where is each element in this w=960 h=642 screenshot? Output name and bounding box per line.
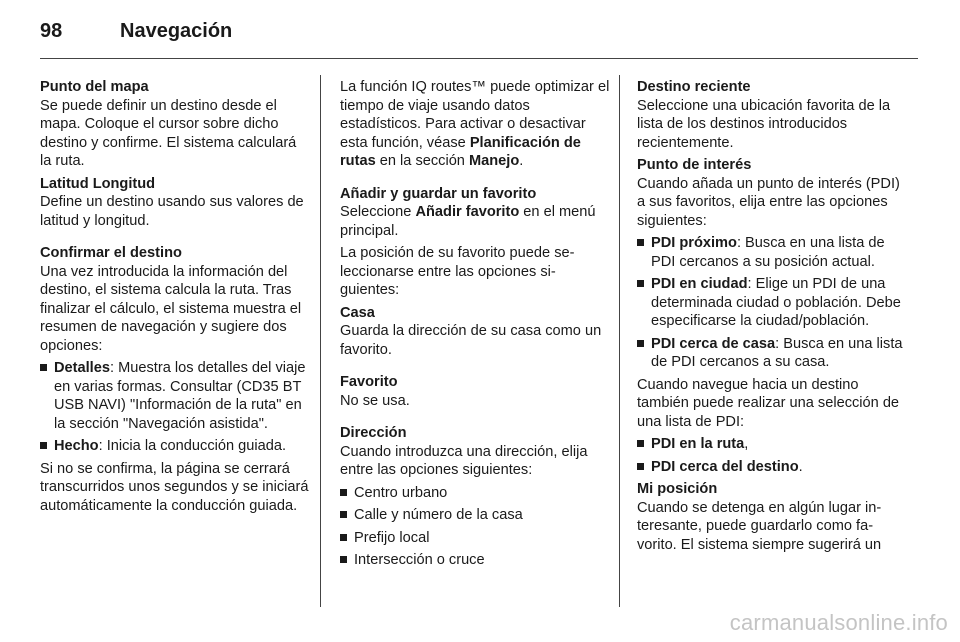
section-text: Seleccione una ubicación favorita de la lista de los destinos introducidos recientemente. xyxy=(637,97,891,151)
square-bullet-icon xyxy=(340,556,347,563)
section-heading: Añadir y guardar un favorito xyxy=(340,185,537,202)
bold-term: PDI cerca del destino xyxy=(651,458,799,475)
bullet-list xyxy=(637,435,907,476)
bold-term: Añadir favorito xyxy=(415,204,520,220)
list-item xyxy=(40,359,310,433)
column-3 xyxy=(637,78,907,558)
bold-term: Detalles xyxy=(54,360,110,376)
paragraph: Cuando navegue hacia un destino también puede realizar una selección de una lista de PDI: xyxy=(637,376,900,430)
square-bullet-icon xyxy=(340,511,347,518)
page-title: Navegación xyxy=(120,20,233,42)
section-heading: Mi posición xyxy=(637,481,718,497)
list-item xyxy=(637,435,907,454)
list-item xyxy=(637,458,907,477)
bold-term: Manejo xyxy=(468,153,520,169)
section-heading: Destino reciente xyxy=(637,79,751,95)
square-bullet-icon xyxy=(340,534,347,541)
text: La función IQ routes™ puede optimizar el tiempo de viaje usando datos estadísticos. Para activar o desactivar esta función, véase xyxy=(340,79,610,151)
item-text: Centro urbano xyxy=(354,484,448,501)
item-text: : Muestra los detalles del viaje en varias formas. Consultar (CD35 BT USB NAVI) "Información de la ruta" en la sección "Navegación asistida". xyxy=(54,360,306,432)
section-casa xyxy=(340,304,610,360)
bullet-list xyxy=(340,484,610,570)
section-favorito xyxy=(340,185,610,241)
item-text: : Elige un PDI de una determinada ciudad o población. Debe especificarse la ciudad/población. xyxy=(651,276,901,329)
item-text: Intersección o cruce xyxy=(354,552,485,568)
item-text: : Inicia la conducción guiada. xyxy=(98,438,287,454)
bold-term: PDI cerca de casa xyxy=(651,335,776,352)
page-number: 98 xyxy=(40,20,63,42)
list-item xyxy=(340,551,610,570)
section-text: Cuando se detenga en algún lugar interesante, puede guardarlo como favorito. El sistema siempre sugerirá un xyxy=(637,499,882,553)
item-text: : Busca en una lista de PDI cercanos a su posición actual. xyxy=(651,235,885,270)
list-item xyxy=(40,437,310,456)
section-text: No se usa. xyxy=(340,392,410,409)
section-text: Cuando introduzca una dirección, elija entre las opciones siguientes: xyxy=(340,443,588,478)
paragraph-iq-routes xyxy=(340,78,610,171)
section-mi-posicion xyxy=(637,480,907,554)
section-favorito-option xyxy=(340,373,610,410)
item-text: Calle y número de la casa xyxy=(354,507,523,523)
section-text: Se puede definir un destino desde el mapa. Coloque el cursor sobre dicho destino y confirme. El sistema calculará la ruta. xyxy=(40,97,297,169)
bold-term: PDI en la ruta xyxy=(651,436,745,452)
section-heading: Favorito xyxy=(340,374,398,390)
item-text: : Busca en una lista de PDI cercanos a su casa. xyxy=(651,335,903,370)
column-1 xyxy=(40,78,310,519)
list-item xyxy=(340,484,610,503)
item-text: . xyxy=(798,458,803,475)
square-bullet-icon xyxy=(340,489,347,496)
list-item xyxy=(637,275,907,331)
section-heading: Dirección xyxy=(340,425,407,441)
section-text: Una vez introducida la información del destino, el sistema calcula la ruta. Tras finalizar el cálculo, el sistema muestra el resumen de navegación y sugiere dos opciones: xyxy=(40,263,302,354)
text: . xyxy=(519,153,524,169)
section-destino-reciente xyxy=(637,78,907,152)
text: Seleccione xyxy=(340,204,416,220)
bullet-list xyxy=(637,234,907,372)
section-punto-mapa xyxy=(40,78,310,171)
bold-term: PDI en ciudad xyxy=(651,276,748,292)
list-item xyxy=(340,506,610,525)
bold-term: Hecho xyxy=(54,438,99,454)
section-lat-long xyxy=(40,175,310,231)
text: en la sección xyxy=(375,153,469,169)
square-bullet-icon xyxy=(637,280,644,287)
bold-term: Planificación de rutas xyxy=(340,134,581,169)
list-item xyxy=(637,234,907,271)
section-heading: Casa xyxy=(340,304,375,321)
column-2 xyxy=(340,78,610,574)
paragraph: La posición de su favorito puede seleccionarse entre las opciones siguientes: xyxy=(340,245,575,298)
square-bullet-icon xyxy=(637,340,644,347)
list-item xyxy=(637,335,907,372)
section-heading: Confirmar el destino xyxy=(40,245,182,261)
column-divider xyxy=(320,75,321,607)
section-text: Cuando añada un punto de interés (PDI) a sus favoritos, elija entre las opciones siguientes: xyxy=(637,175,900,229)
section-heading: Punto de interés xyxy=(637,157,752,173)
section-punto-interes xyxy=(637,156,907,230)
paragraph: Si no se confirma, la página se cerrará transcurridos unos segundos y se iniciará automáticamente la conducción guiada. xyxy=(40,460,309,514)
section-heading: Punto del mapa xyxy=(40,79,149,95)
square-bullet-icon xyxy=(637,440,644,447)
column-divider xyxy=(619,75,620,607)
square-bullet-icon xyxy=(637,463,644,470)
header-divider xyxy=(40,58,918,59)
bullet-list xyxy=(40,359,310,456)
section-heading: Latitud Longitud xyxy=(40,175,156,192)
list-item xyxy=(340,529,610,548)
item-text: Prefijo local xyxy=(354,529,430,546)
square-bullet-icon xyxy=(40,442,47,449)
section-text: Guarda la dirección de su casa como un favorito. xyxy=(340,323,602,358)
text: en el menú principal. xyxy=(340,204,596,239)
item-text: , xyxy=(744,436,749,452)
square-bullet-icon xyxy=(40,364,47,371)
watermark: carmanualsonline.info xyxy=(729,610,948,635)
section-text: Define un destino usando sus valores de latitud y longitud. xyxy=(40,194,304,229)
section-confirmar xyxy=(40,244,310,355)
bold-term: PDI próximo xyxy=(651,235,737,251)
square-bullet-icon xyxy=(637,239,644,246)
section-direccion xyxy=(340,424,610,480)
